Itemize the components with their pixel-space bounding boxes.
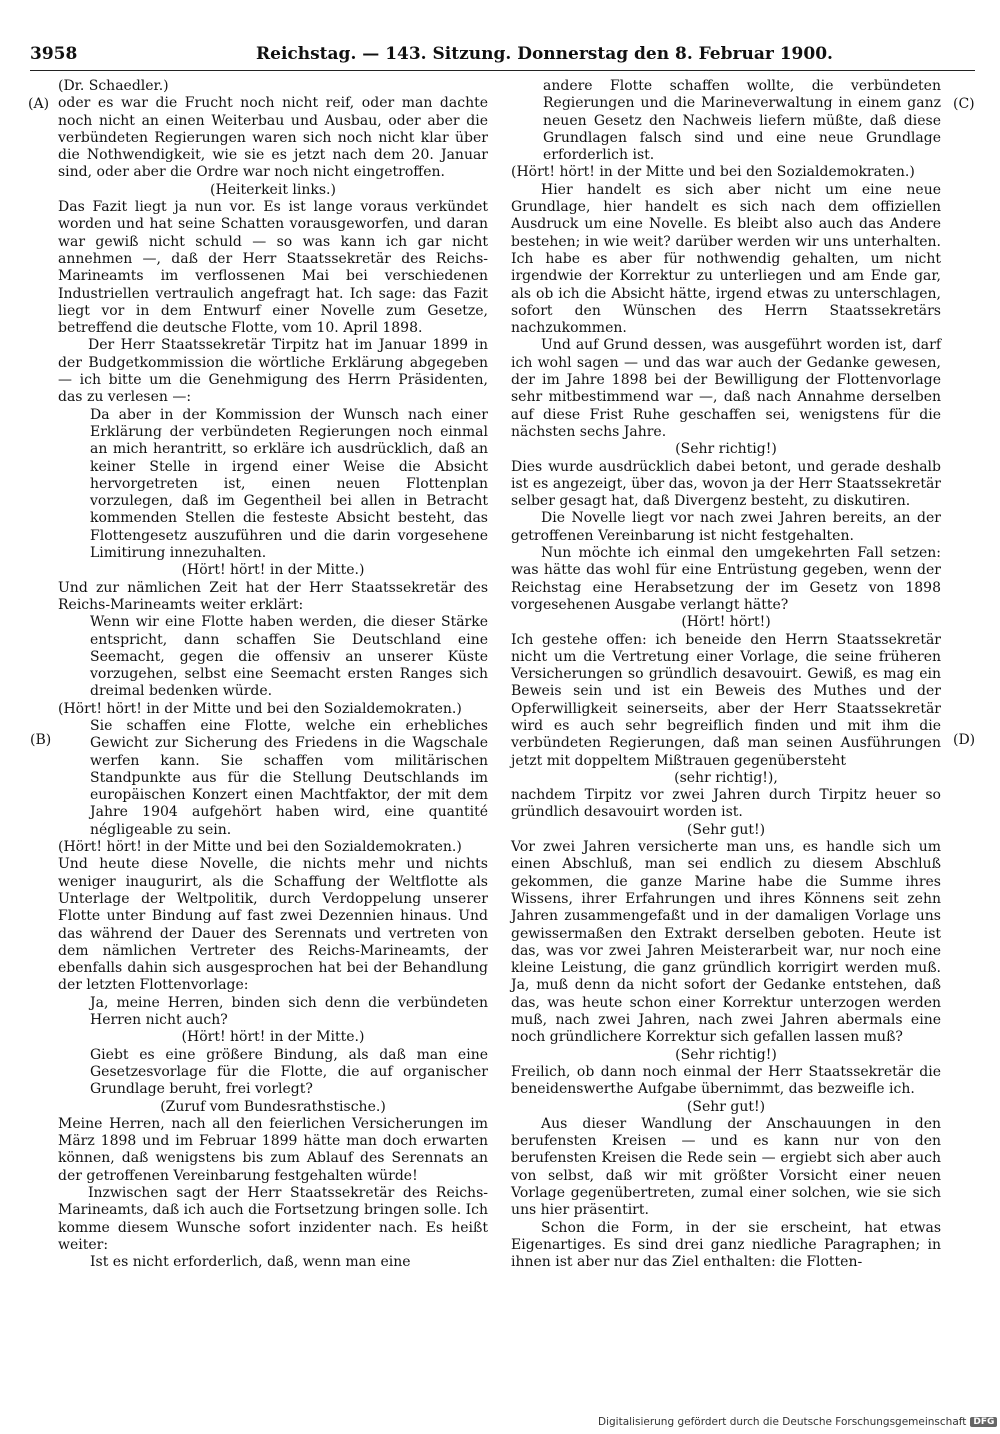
header-rule: [30, 70, 975, 71]
interjection: (Hört! hört! in der Mitte und bei den Sozialdemokraten.): [58, 839, 462, 856]
quotation: Da aber in der Kommission der Wunsch nach einer Erklärung der verbündeten Regierungen noch einmal an mich herantritt, so erkläre ich ausdrücklich, daß an keiner Stelle in irgend einer Weise die Absicht hervorgetreten ist, einen neuen Flottenplan vorzulegen, daß im Gegentheil bei allen in Betracht kommenden Stellen die festeste Absicht besteht, das Flottengesetz auszuführen und die darin vorgesehene Limitirung innezuhalten.: [90, 406, 488, 562]
interjection: (Hört! hört! in der Mitte.): [181, 562, 365, 579]
credit-text: Digitalisierung gefördert durch die Deutsche Forschungsgemeinschaft: [598, 1416, 967, 1428]
page-title: Reichstag. — 143. Sitzung. Donnerstag den 8. Februar 1900.: [256, 44, 833, 64]
paragraph: Meine Herren, nach all den feierlichen Versicherungen im März 1898 und im Februar 1899 hätte man doch erwarten können, daß wenigstens bis zum Ablauf des Serennats an der getroffenen Vereinbarung festgehalten würde!: [58, 1115, 488, 1184]
paragraph: Der Herr Staatssekretär Tirpitz hat im Januar 1899 in der Budgetkommission die wörtliche Erklärung abgegeben — ich bitte um die Genehmigung des Herrn Präsidenten, das zu verlesen —:: [58, 337, 488, 406]
paragraph: Dies wurde ausdrücklich dabei betont, und gerade deshalb ist es angezeigt, über das, wovon ja der Herr Staatssekretär selber gesagt hat, daß Divergenz besteht, zu diskutiren.: [511, 458, 941, 510]
paragraph: (Dr. Schaedler.): [58, 78, 169, 94]
paragraph: Ich gestehe offen: ich beneide den Herrn Staatssekretär nicht um die Vertretung einer Vorlage, die seine früheren Versicherungen so gründlich desavouirt. Gewiß, es mag ein Beweis sein und ist ein Beweis des Muthes und der Opferwilligkeit seinerseits, aber der Herr Staatssekretär wird es auch sehr begreiflich finden und mit ihm die verbündeten Regierungen, daß man seinen Ausführungen jetzt mit doppeltem Mißtrauen gegenübersteht: [511, 631, 941, 769]
paragraph: oder es war die Frucht noch nicht reif, oder man dachte noch nicht an einen Weiterbau und Ausbau, oder aber die verbündeten Regierungen waren sich noch nicht klar über die Nothwendigkeit, wie sie es jetzt nach dem 20. Januar sind, oder aber die Ordre war noch nicht eingetroffen.: [58, 95, 488, 181]
dfg-logo: DFG: [970, 1417, 997, 1427]
paragraph: Aus dieser Wandlung der Anschauungen in den berufensten Kreisen — und es kann nur von den berufensten Kreisen die Rede sein — ergiebt sich aber auch von selbst, daß wir mit größter Vorsicht einer neuen Vorlage gegenübertreten, zumal einer solchen, wie sie sich uns hier präsentirt.: [511, 1115, 941, 1219]
interjection: (Sehr richtig!): [675, 1046, 777, 1063]
paragraph: Und heute diese Novelle, die nichts mehr und nichts weniger inaugurirt, als die Schaffung der Weltflotte als Unterlage der Weltpolitik, durch Verdoppelung unserer Flotte unter Bindung auf fast zwei Dezennien hinaus. Und das während der Dauer des Serennats und vertreten von dem nämlichen Vertreter des Reichs-Marineamts, der ebenfalls dahin sich ausgesprochen hat bei der Behandlung der letzten Flottenvorlage:: [58, 856, 488, 994]
quotation: andere Flotte schaffen wollte, die verbündeten Regierungen und die Marineverwaltung in einem ganz neuen Gesetz den Nachweis liefern müßte, daß diese Grundlagen falsch sind und eine neue Grundlage erforderlich ist.: [543, 78, 941, 164]
paragraph: nachdem Tirpitz vor zwei Jahren durch Tirpitz heuer so gründlich desavouirt worden ist.: [511, 787, 941, 821]
quotation: Giebt es eine größere Bindung, als daß man eine Gesetzesvorlage für die Flotte, die auf organischer Grundlage beruht, frei vorlegt?: [90, 1046, 488, 1098]
page-number: 3958: [30, 44, 78, 64]
margin-letter-b: (B): [30, 732, 52, 748]
margin-letter-a: (A): [28, 96, 50, 112]
interjection: (Sehr gut!): [686, 1098, 766, 1115]
interjection: (Hört! hört! in der Mitte und bei den Sozialdemokraten.): [58, 700, 462, 717]
page-header: [30, 44, 833, 68]
paragraph: Hier handelt es sich aber nicht um eine neue Grundlage, hier handelt es sich nach dem offiziellen Ausdruck um eine Novelle. Es bleibt also auch das Andere bestehen; in wie weit? darüber werden wir uns unterhalten. Ich habe es aber für nothwendig gehalten, um nicht irgendwie der Korrektur zu unterliegen und am Ende gar, als ob ich die Absicht hätte, irgend etwas zu unterschlagen, sofort den Wünschen des Herrn Staatssekretärs nachzukommen.: [511, 181, 941, 337]
paragraph: Inzwischen sagt der Herr Staatssekretär des Reichs-Marineamts, daß ich auch die Fortsetzung bringen solle. Ich komme diesem Wunsche sofort inzidenter nach. Es heißt weiter:: [58, 1185, 488, 1253]
digitization-credit: [598, 1416, 994, 1430]
interjection: (sehr richtig!),: [674, 769, 778, 786]
quotation: Wenn wir eine Flotte haben werden, die dieser Stärke entspricht, dann schaffen Sie Deutschland eine Seemacht, gegen die offensiv an unserer Küste vorzugehen, selbst eine Seemacht ersten Ranges sich dreimal bedenken würde.: [90, 614, 488, 700]
paragraph: Und auf Grund dessen, was ausgeführt worden ist, darf ich wohl sagen — und das war auch der Gedanke gewesen, der im Jahre 1898 bei der Bewilligung der Flottenvorlage sehr mitbestimmend war —, daß nach Annahme derselben auf diese Frist Ruhe geschaffen sei, wenigstens für die nächsten sechs Jahre.: [511, 337, 941, 440]
interjection: (Hört! hört! in der Mitte.): [181, 1029, 365, 1046]
right-column: [511, 78, 941, 1271]
paragraph: Nun möchte ich einmal den umgekehrten Fall setzen: was hätte das wohl für eine Entrüstung gegeben, wenn der Reichstag eine Herabsetzung der im Gesetz von 1898 vorgesehenen Ausgabe verlangt hätte?: [511, 545, 941, 613]
paragraph: Freilich, ob dann noch einmal der Herr Staatssekretär die beneidenswerthe Aufgabe übernimmt, das bezweifle ich.: [511, 1063, 941, 1098]
margin-letter-d: (D): [953, 732, 976, 748]
paragraph: Und zur nämlichen Zeit hat der Herr Staatssekretär des Reichs-Marineamts weiter erklärt:: [58, 579, 488, 613]
left-column: [58, 78, 488, 1271]
interjection: (Sehr richtig!): [675, 441, 777, 458]
paragraph: Schon die Form, in der sie erscheint, hat etwas Eigenartiges. Es sind drei ganz niedliche Paragraphen; in ihnen ist aber nur das Ziel enthalten: die Flotten-: [511, 1219, 941, 1271]
paragraph: Die Novelle liegt vor nach zwei Jahren bereits, an der getroffenen Vereinbarung ist nicht festgehalten.: [511, 510, 941, 544]
interjection: (Zuruf vom Bundesrathstische.): [160, 1098, 386, 1115]
quotation: Ja, meine Herren, binden sich denn die verbündeten Herren nicht auch?: [90, 994, 488, 1029]
margin-letter-c: (C): [953, 96, 975, 112]
interjection: (Sehr gut!): [686, 821, 766, 838]
interjection: (Hört! hört!): [681, 614, 771, 631]
quotation: Sie schaffen eine Flotte, welche ein erhebliches Gewicht zur Sicherung des Friedens in die Wagschale werfen kann. Sie schaffen vom militärischen Standpunkte aus für die Stellung Deutschlands im europäischen Konzert einen Machtfaktor, der mit dem Jahre 1904 aufgehört haben wird, eine quantité négligeable zu sein.: [90, 717, 488, 838]
interjection: (Heiterkeit links.): [210, 181, 336, 198]
paragraph: Vor zwei Jahren versicherte man uns, es handle sich um einen Abschluß, man sei endlich zu diesem Abschluß gekommen, die ganze Marine habe die Summe ihres Wissens, ihrer Erfahrungen und ihres Könnens seit zehn Jahren zusammengefaßt und in der damaligen Vorlage uns gewissermaßen den Extrakt derselben geboten. Heute ist das, was vor zwei Jahren Meisterarbeit war, nur noch eine kleine Leistung, die ganz gründlich korrigirt werden muß. Ja, muß denn da nicht sofort der Gedanke entstehen, daß das, was heute schon einer Korrektur unterzogen werden muß, nach zwei Jahren, nach zwei Jahren abermals eine noch gründlichere Korrektur sich gefallen lassen muß?: [511, 839, 941, 1046]
quotation: Ist es nicht erforderlich, daß, wenn man eine: [90, 1254, 411, 1271]
interjection: (Hört! hört! in der Mitte und bei den Sozialdemokraten.): [511, 164, 915, 181]
paragraph: Das Fazit liegt ja nun vor. Es ist lange voraus verkündet worden und hat seine Schatten vorausgeworfen, und daran war gewiß nicht schuld — so was kann ich gar nicht annehmen —, daß der Herr Staatssekretär des Reichs-Marineamts im verflossenen Mai bei verschiedenen Industriellen vertraulich angefragt hat. Ich sage: das Fazit liegt vor in dem Entwurf einer Novelle zum Gesetze, betreffend die deutsche Flotte, vom 10. April 1898.: [58, 199, 488, 337]
